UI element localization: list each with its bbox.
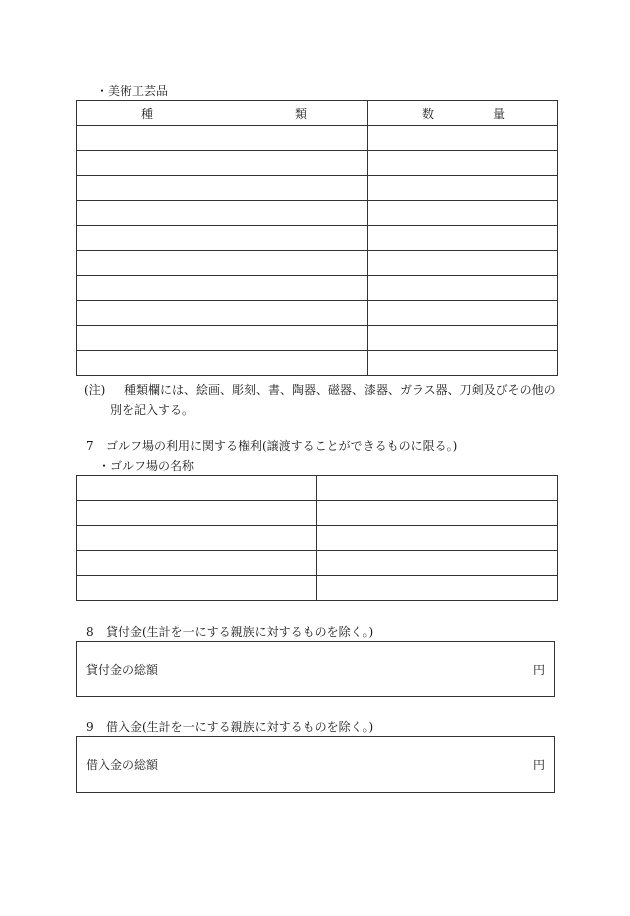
art-kind-cell[interactable] [77,326,368,351]
golf-detail-cell[interactable] [317,501,558,526]
golf-name-cell[interactable] [77,476,317,501]
art-table-row [77,151,558,176]
golf-section-number: 7 [86,439,94,453]
golf-name-cell[interactable] [77,501,317,526]
art-quantity-cell[interactable] [368,301,558,326]
art-note-line-2: 別を記入する。 [110,403,195,417]
golf-detail-cell[interactable] [317,476,558,501]
kind-header-char-1: 種 [141,106,154,121]
borrow-section-number: 9 [86,720,94,734]
loan-total-field[interactable] [76,641,555,697]
loan-section-number: 8 [86,625,94,639]
loan-total-label: 貸付金の総額 [86,662,159,677]
loan-total-unit: 円 [532,662,545,677]
art-quantity-cell[interactable] [368,176,558,201]
art-table-header-row [77,101,558,126]
art-kind-cell[interactable] [77,251,368,276]
golf-name-cell[interactable] [77,576,317,601]
art-table-row [77,326,558,351]
golf-detail-cell[interactable] [317,526,558,551]
golf-table-row [77,476,558,501]
art-kind-cell[interactable] [77,151,368,176]
art-table-row [77,201,558,226]
art-table-row [77,251,558,276]
golf-section-heading: ゴルフ場の利用に関する権利(譲渡することができるものに限る。) [106,439,458,453]
art-kind-cell[interactable] [77,126,368,151]
art-note-label: (注) [84,383,106,397]
art-table [76,100,558,376]
art-kind-cell[interactable] [77,301,368,326]
golf-detail-cell[interactable] [317,551,558,576]
quantity-header-char-2: 量 [492,106,505,121]
art-quantity-cell[interactable] [368,151,558,176]
golf-table-row [77,576,558,601]
borrow-total-field[interactable] [76,736,555,793]
art-kind-cell[interactable] [77,176,368,201]
art-quantity-cell[interactable] [368,126,558,151]
art-table-row [77,276,558,301]
kind-header-char-2: 類 [294,106,307,121]
art-table-row [77,301,558,326]
loan-section-heading: 貸付金(生計を一にする親族に対するものを除く。) [106,625,374,639]
borrow-total-label: 借入金の総額 [86,758,159,772]
art-quantity-cell[interactable] [368,251,558,276]
art-quantity-cell[interactable] [368,326,558,351]
quantity-header-char-1: 数 [422,106,435,121]
art-kind-cell[interactable] [77,226,368,251]
art-table-row [77,126,558,151]
golf-course-name-label: ・ゴルフ場の名称 [98,459,195,473]
golf-detail-cell[interactable] [317,576,558,601]
art-quantity-cell[interactable] [368,226,558,251]
art-kind-cell[interactable] [77,351,368,376]
art-table-row [77,226,558,251]
art-kind-cell[interactable] [77,276,368,301]
golf-table-row [77,526,558,551]
golf-table-row [77,551,558,576]
art-quantity-cell[interactable] [368,201,558,226]
art-quantity-cell[interactable] [368,351,558,376]
borrow-section-heading: 借入金(生計を一にする親族に対するものを除く。) [106,720,374,734]
borrow-total-unit: 円 [532,758,545,772]
art-quantity-cell[interactable] [368,276,558,301]
golf-table-row [77,501,558,526]
art-table-row [77,176,558,201]
quantity-column-header [368,101,558,126]
art-section-title: ・美術工芸品 [96,84,169,98]
golf-name-cell[interactable] [77,526,317,551]
art-table-row [77,351,558,376]
art-note-line-1: 種類欄には、絵画、彫刻、書、陶器、磁器、漆器、ガラス器、刀剣及びその他の [124,383,556,397]
golf-table [76,475,558,601]
art-kind-cell[interactable] [77,201,368,226]
golf-name-cell[interactable] [77,551,317,576]
kind-column-header [77,101,368,126]
